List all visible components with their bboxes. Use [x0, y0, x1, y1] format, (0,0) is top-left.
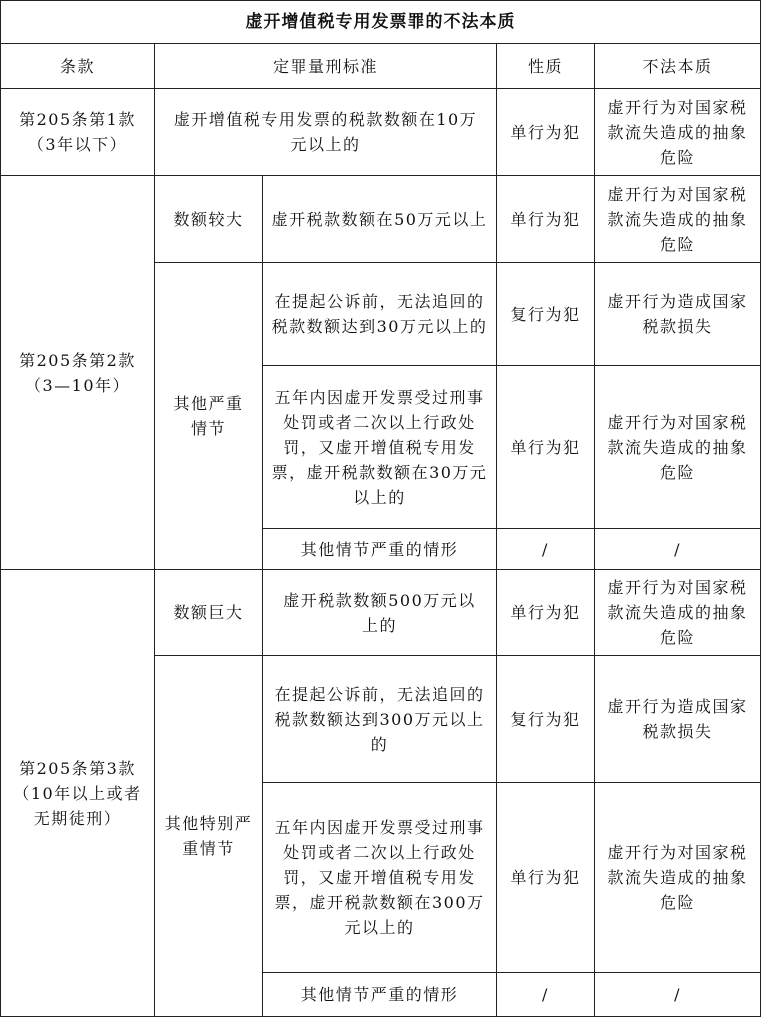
- nature-cell: 单行为犯: [497, 783, 595, 973]
- header-nature: 性质: [497, 44, 595, 89]
- essence-cell: 虚开行为对国家税款流失造成的抽象危险: [595, 783, 761, 973]
- table-row: [1, 176, 761, 263]
- header-row: [1, 44, 761, 89]
- table-row: [1, 89, 761, 176]
- standard-cell: 在提起公诉前，无法追回的税款数额达到300万元以上的: [263, 656, 497, 783]
- nature-cell: 单行为犯: [497, 366, 595, 529]
- essence-cell: 虚开行为造成国家税款损失: [595, 263, 761, 366]
- clause-cell-1: 第205条第1款（3年以下）: [1, 89, 155, 176]
- essence-cell: 虚开行为对国家税款流失造成的抽象危险: [595, 176, 761, 263]
- standard-cell: 在提起公诉前，无法追回的税款数额达到30万元以上的: [263, 263, 497, 366]
- essence-cell: 虚开行为对国家税款流失造成的抽象危险: [595, 366, 761, 529]
- essence-cell: /: [595, 529, 761, 570]
- nature-cell: 单行为犯: [497, 176, 595, 263]
- table-title: 虚开增值税专用发票罪的不法本质: [1, 1, 761, 44]
- nature-cell: 复行为犯: [497, 656, 595, 783]
- table-row: [1, 570, 761, 656]
- clause-cell-2: 第205条第2款（3—10年）: [1, 176, 155, 570]
- essence-cell: 虚开行为造成国家税款损失: [595, 656, 761, 783]
- standard-cell: 其他情节严重的情形: [263, 973, 497, 1017]
- essence-cell: 虚开行为对国家税款流失造成的抽象危险: [595, 570, 761, 656]
- nature-cell: /: [497, 973, 595, 1017]
- standard-cell: 虚开增值税专用发票的税款数额在10万元以上的: [155, 89, 497, 176]
- sub-label-cell: 其他严重情节: [155, 263, 263, 570]
- nature-cell: 复行为犯: [497, 263, 595, 366]
- standard-cell: 虚开税款数额在50万元以上: [263, 176, 497, 263]
- nature-cell: 单行为犯: [497, 89, 595, 176]
- sub-label-cell: 其他特别严重情节: [155, 656, 263, 1017]
- essence-cell: 虚开行为对国家税款流失造成的抽象危险: [595, 89, 761, 176]
- nature-cell: /: [497, 529, 595, 570]
- title-row: [1, 1, 761, 44]
- standard-cell: 五年内因虚开发票受过刑事处罚或者二次以上行政处罚，又虚开增值税专用发票，虚开税款数额在300万元以上的: [263, 783, 497, 973]
- header-clause: 条款: [1, 44, 155, 89]
- standard-cell: 虚开税款数额500万元以上的: [263, 570, 497, 656]
- sub-label-cell: 数额较大: [155, 176, 263, 263]
- header-essence: 不法本质: [595, 44, 761, 89]
- nature-cell: 单行为犯: [497, 570, 595, 656]
- header-standard: 定罪量刑标准: [155, 44, 497, 89]
- clause-cell-3: 第205条第3款（10年以上或者无期徒刑）: [1, 570, 155, 1017]
- standard-cell: 其他情节严重的情形: [263, 529, 497, 570]
- sub-label-cell: 数额巨大: [155, 570, 263, 656]
- standard-cell: 五年内因虚开发票受过刑事处罚或者二次以上行政处罚，又虚开增值税专用发票，虚开税款数额在30万元以上的: [263, 366, 497, 529]
- essence-cell: /: [595, 973, 761, 1017]
